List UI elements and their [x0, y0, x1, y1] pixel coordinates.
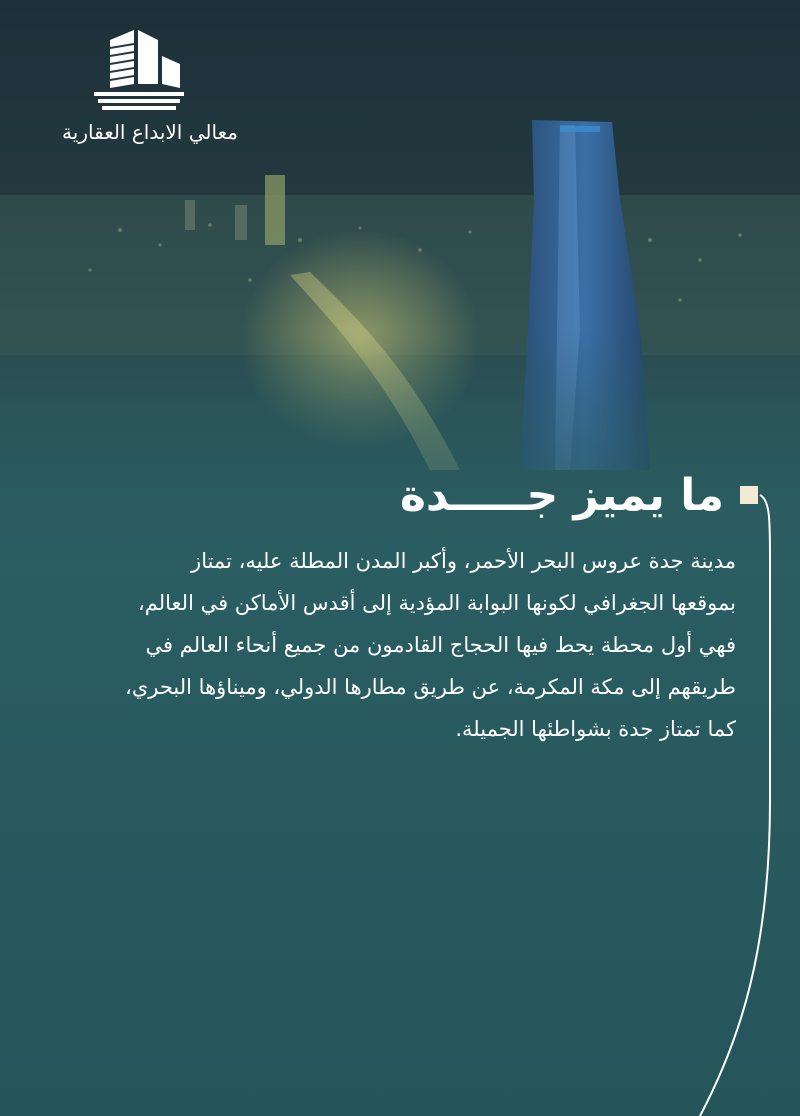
paragraph-line: فهي أول محطة يحط فيها الحجاج القادمون من جميع أنحاء العالم في [145, 633, 736, 657]
heading-bullet-square [740, 486, 758, 504]
brand-name: معالي الابداع العقارية [62, 120, 238, 144]
building-logo-icon [88, 22, 188, 117]
paragraph-line: بموقعها الجغرافي لكونها البوابة المؤدية إلى أقدس الأماكن في العالم، [137, 591, 736, 615]
paragraph-line: طريقهم إلى مكة المكرمة، عن طريق مطارها الدولي، وميناؤها البحري، [125, 675, 736, 699]
paragraph-line: مدينة جدة عروس البحر الأحمر، وأكبر المدن المطلة عليه، تمتاز [191, 549, 736, 573]
section-heading-row [400, 465, 758, 525]
paragraph-line: كما تمتاز جدة بشواطئها الجميلة. [455, 717, 736, 741]
brand-logo [40, 22, 260, 152]
section-title: ما يميز جـــــدة [399, 469, 724, 521]
section-paragraph [56, 540, 736, 750]
